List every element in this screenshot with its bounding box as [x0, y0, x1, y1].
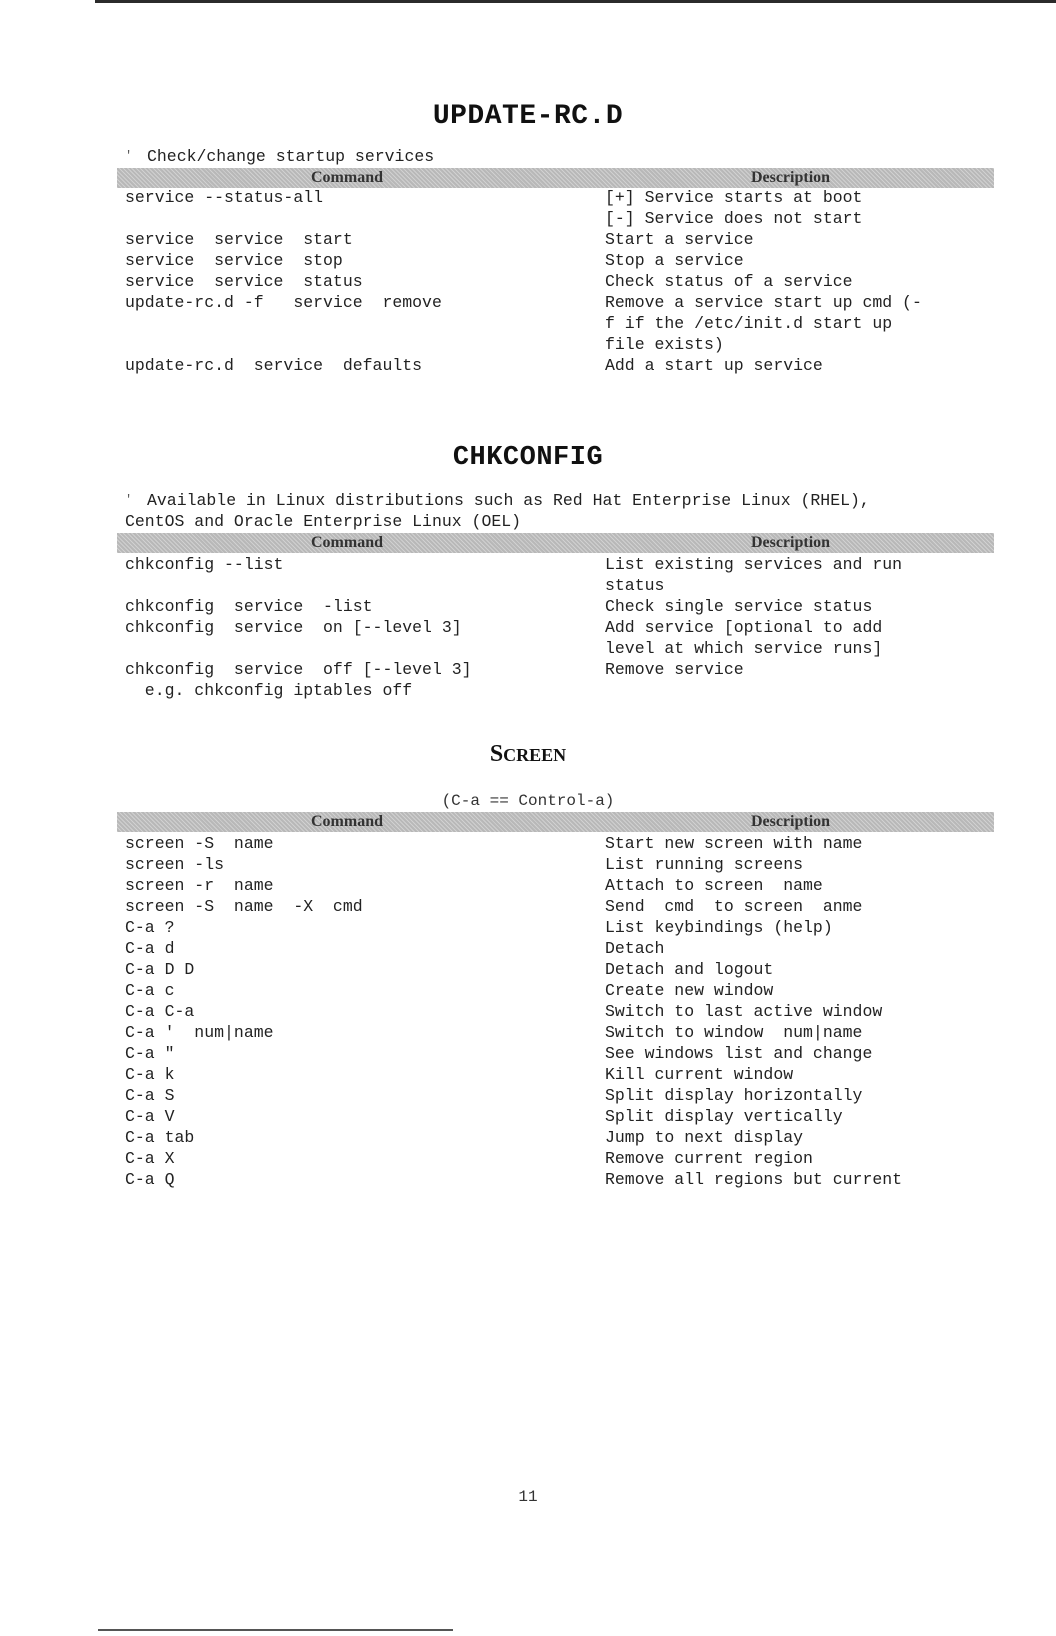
- col-command-header: Command: [310, 169, 383, 186]
- description-cell: Check status of a service: [605, 272, 853, 291]
- table-row: [125, 959, 995, 980]
- screen-table-header: [117, 812, 994, 832]
- command-cell: C-a Q: [125, 1170, 175, 1189]
- command-cell: service service status: [125, 272, 363, 291]
- bullet-icon: ': [125, 493, 133, 507]
- description-cell: [-] Service does not start: [605, 209, 863, 228]
- command-cell: service --status-all: [125, 188, 324, 207]
- command-cell: C-a d: [125, 939, 175, 958]
- table-row: [125, 1127, 995, 1148]
- command-cell: C-a D D: [125, 960, 195, 979]
- table-row: [125, 1106, 995, 1127]
- chkconfig-note-line2: CentOS and Oracle Enterprise Linux (OEL): [125, 512, 522, 531]
- command-cell: service service start: [125, 230, 353, 249]
- description-cell: Remove service: [605, 660, 744, 679]
- description-cell: Stop a service: [605, 251, 744, 270]
- description-cell: Remove a service start up cmd (- f if the /etc/init.d start up file exists): [605, 293, 922, 354]
- description-cell: Add a start up service: [605, 356, 823, 375]
- description-cell: Split display horizontally: [605, 1086, 863, 1105]
- description-cell: List keybindings (help): [605, 918, 833, 937]
- command-cell: C-a ?: [125, 918, 175, 937]
- command-cell: service service stop: [125, 251, 343, 270]
- command-cell: screen -ls: [125, 855, 225, 874]
- col-command-header: Command: [310, 534, 383, 551]
- table-row: [125, 875, 995, 896]
- command-cell: C-a S: [125, 1086, 175, 1105]
- col-description-header: Description: [750, 534, 831, 551]
- table-row: [125, 250, 995, 271]
- table-row: [125, 617, 995, 659]
- section-title-screen: [0, 741, 1056, 768]
- command-cell: C-a ' num|name: [125, 1023, 274, 1042]
- update-table: [125, 187, 995, 376]
- command-cell: screen -S name: [125, 834, 274, 853]
- command-cell: C-a X: [125, 1149, 175, 1168]
- command-cell: chkconfig service off [--level 3] e.g. chkconfig iptables off: [125, 660, 472, 700]
- table-row: [125, 355, 995, 376]
- description-cell: Jump to next display: [605, 1128, 804, 1147]
- description-cell: Detach: [605, 939, 665, 958]
- section-title-update-rc: UPDATE-RC.D: [432, 101, 624, 132]
- description-cell: Switch to last active window: [605, 1002, 883, 1021]
- chkconfig-table: [125, 554, 995, 701]
- command-cell: C-a ": [125, 1044, 175, 1063]
- command-cell: chkconfig service on [--level 3]: [125, 618, 462, 637]
- command-cell: C-a C-a: [125, 1002, 195, 1021]
- command-cell: C-a k: [125, 1065, 175, 1084]
- command-cell: chkconfig --list: [125, 555, 284, 574]
- table-row: [125, 938, 995, 959]
- description-cell: Create new window: [605, 981, 774, 1000]
- description-cell: Add service [optional to add level at which service runs]: [605, 618, 883, 658]
- table-row: [125, 208, 995, 229]
- table-row: [125, 659, 995, 701]
- description-cell: List existing services and run status: [605, 555, 903, 595]
- col-description-header: Description: [750, 813, 831, 830]
- description-cell: Send cmd to screen anme: [605, 897, 863, 916]
- bottom-rule: [98, 1629, 453, 1631]
- update-note: [125, 146, 985, 167]
- command-cell: C-a c: [125, 981, 175, 1000]
- chkconfig-table-header: [117, 533, 994, 553]
- col-command-header: Command: [310, 813, 383, 830]
- table-row: [125, 1064, 995, 1085]
- command-cell: C-a tab: [125, 1128, 195, 1147]
- table-row: [125, 271, 995, 292]
- table-row: [125, 1001, 995, 1022]
- description-cell: Attach to screen name: [605, 876, 823, 895]
- command-cell: update-rc.d service defaults: [125, 356, 423, 375]
- table-row: [125, 187, 995, 208]
- col-description-header: Description: [750, 169, 831, 186]
- screen-table: [125, 833, 995, 1190]
- command-cell: screen -r name: [125, 876, 274, 895]
- chkconfig-note-line1: Available in Linux distributions such as Red Hat Enterprise Linux (RHEL),: [147, 491, 870, 510]
- bullet-icon: ': [125, 149, 133, 163]
- description-cell: List running screens: [605, 855, 804, 874]
- table-row: [125, 854, 995, 875]
- section-title-chkconfig: CHKCONFIG: [452, 443, 604, 473]
- command-cell: chkconfig service -list: [125, 597, 373, 616]
- chkconfig-note: [125, 490, 985, 532]
- description-cell: Switch to window num|name: [605, 1023, 863, 1042]
- description-cell: Check single service status: [605, 597, 873, 616]
- table-row: [125, 1043, 995, 1064]
- table-row: [125, 917, 995, 938]
- screen-title-rest: CREEN: [503, 745, 567, 765]
- table-row: [125, 1085, 995, 1106]
- table-row: [125, 554, 995, 596]
- description-cell: Kill current window: [605, 1065, 794, 1084]
- description-cell: Split display vertically: [605, 1107, 843, 1126]
- table-row: [125, 229, 995, 250]
- command-cell: screen -S name -X cmd: [125, 897, 363, 916]
- top-rule: [95, 0, 1056, 3]
- description-cell: Remove all regions but current: [605, 1170, 903, 1189]
- table-row: [125, 833, 995, 854]
- command-cell: update-rc.d -f service remove: [125, 293, 442, 312]
- description-cell: Remove current region: [605, 1149, 813, 1168]
- command-cell: [125, 208, 605, 229]
- table-row: [125, 596, 995, 617]
- table-row: [125, 292, 995, 355]
- description-cell: Detach and logout: [605, 960, 774, 979]
- description-cell: See windows list and change: [605, 1044, 873, 1063]
- command-cell: C-a V: [125, 1107, 175, 1126]
- description-cell: Start new screen with name: [605, 834, 863, 853]
- update-note-text: Check/change startup services: [147, 147, 435, 166]
- page-number: 11: [518, 1488, 538, 1506]
- table-row: [125, 1169, 995, 1190]
- screen-note: (C-a == Control-a): [441, 792, 615, 810]
- table-row: [125, 1148, 995, 1169]
- description-cell: [+] Service starts at boot: [605, 188, 863, 207]
- description-cell: Start a service: [605, 230, 754, 249]
- update-table-header: [117, 168, 994, 188]
- screen-title-initial: S: [489, 741, 504, 767]
- table-row: [125, 980, 995, 1001]
- table-row: [125, 1022, 995, 1043]
- table-row: [125, 896, 995, 917]
